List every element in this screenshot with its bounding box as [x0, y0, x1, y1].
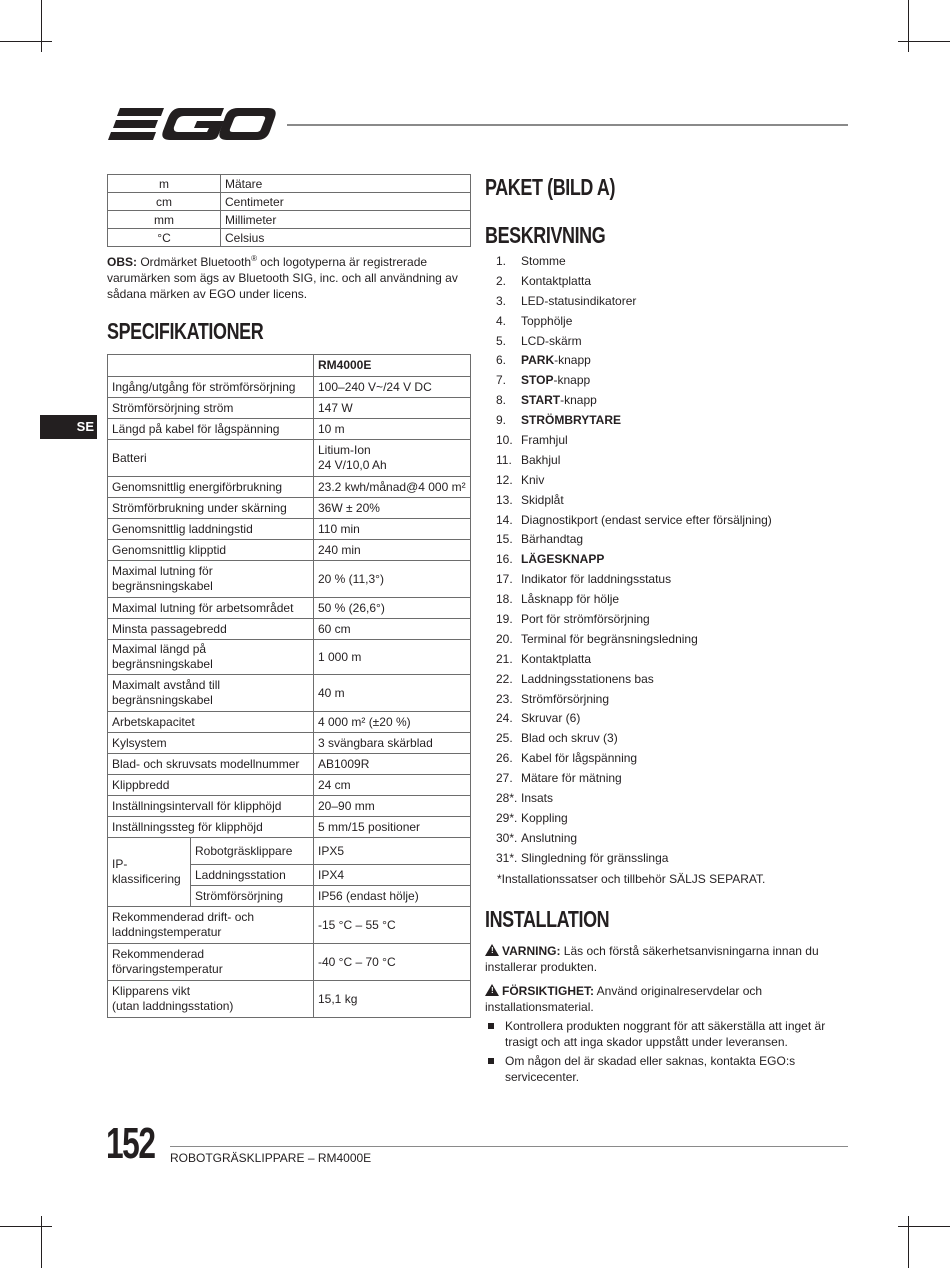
spec-label: Strömförbrukning under skärning	[108, 498, 314, 519]
list-item	[496, 769, 772, 789]
item-number: 22.	[496, 671, 513, 686]
item-number: 16.	[496, 552, 513, 567]
item-number: 8.	[496, 393, 507, 408]
spec-label: Maximal längd på begränsningskabel	[108, 640, 314, 675]
spec-value: 40 m	[314, 675, 471, 712]
installation-heading: INSTALLATION	[485, 906, 610, 932]
table-row	[108, 981, 471, 1018]
item-text: Kontaktplatta	[521, 651, 592, 666]
paket-heading: PAKET (BILD A)	[485, 174, 616, 200]
list-item	[496, 590, 772, 610]
item-text: Kabel för lågspänning	[521, 751, 638, 766]
table-row	[108, 619, 471, 640]
ip-sub-label: Strömförsörjning	[191, 886, 314, 907]
unit-abbr: °C	[108, 229, 221, 247]
unit-name: Centimeter	[221, 193, 471, 211]
table-row	[108, 175, 471, 193]
spec-label: Strömförsörjning ström	[108, 398, 314, 419]
spec-label: Batteri	[108, 440, 314, 477]
table-row	[108, 498, 471, 519]
spec-header-empty	[108, 355, 314, 377]
item-text: Topphölje	[521, 313, 573, 328]
obs-text: Ordmärket Bluetooth	[137, 255, 252, 269]
list-item	[496, 351, 772, 371]
obs-label: OBS:	[107, 255, 137, 269]
table-row	[108, 477, 471, 498]
item-bold-text: LÄGESKNAPP	[521, 552, 605, 567]
item-number: 23.	[496, 691, 513, 706]
ego-logo	[106, 104, 278, 144]
item-text: Stomme	[521, 254, 566, 268]
spec-value: 240 min	[314, 540, 471, 561]
list-item	[496, 272, 772, 292]
list-item	[496, 312, 772, 332]
item-text: Anslutning	[521, 830, 578, 845]
item-number: 20.	[496, 631, 513, 646]
item-text: Insats	[521, 791, 554, 806]
table-row	[108, 398, 471, 419]
table-row	[108, 944, 471, 981]
item-number: 7.	[496, 373, 507, 388]
spec-value: -15 °C – 55 °C	[314, 907, 471, 944]
table-row	[108, 640, 471, 675]
item-text: -knapp	[560, 393, 597, 408]
crop-mark	[0, 41, 52, 42]
item-number: 3.	[496, 293, 507, 308]
item-text: Laddningsstationens bas	[521, 671, 654, 686]
spec-value: 100–240 V~/24 V DC	[314, 377, 471, 398]
list-item	[496, 511, 772, 531]
spec-value: 4 000 m² (±20 %)	[314, 712, 471, 733]
caution-icon: !	[485, 984, 499, 996]
ip-sub-label: Robotgräsklippare	[191, 838, 314, 865]
item-text: Strömförsörjning	[521, 691, 610, 706]
unit-name: Celsius	[221, 229, 471, 247]
item-text: Diagnostikport (endast service efter försäljning)	[521, 512, 772, 527]
list-item	[496, 829, 772, 849]
parts-list	[496, 252, 772, 869]
crop-mark	[908, 1216, 909, 1268]
footer-rule	[170, 1146, 848, 1147]
obs-note	[107, 251, 473, 302]
item-number: 13.	[496, 492, 513, 507]
spec-value: IPX5	[314, 838, 471, 865]
table-row	[108, 598, 471, 619]
caution-note	[485, 983, 850, 1015]
list-item	[496, 411, 772, 431]
item-number: 10.	[496, 433, 513, 448]
spec-label: Minsta passagebredd	[108, 619, 314, 640]
item-text: Skidplåt	[521, 492, 564, 507]
spec-value: Litium-Ion 24 V/10,0 Ah	[314, 440, 471, 477]
language-tab: SE	[40, 415, 97, 439]
spec-label: Genomsnittlig energiförbrukning	[108, 477, 314, 498]
table-row	[108, 817, 471, 838]
ip-sub-label: Laddningsstation	[191, 865, 314, 886]
list-item	[496, 371, 772, 391]
spec-value: 60 cm	[314, 619, 471, 640]
item-number: 11.	[496, 452, 512, 467]
item-number: 4.	[496, 313, 507, 328]
spec-label: Maximal lutning för arbetsområdet	[108, 598, 314, 619]
crop-mark	[898, 41, 950, 42]
item-number: 9.	[496, 413, 507, 428]
item-text: Bakhjul	[521, 452, 561, 467]
table-row	[108, 796, 471, 817]
item-text: Framhjul	[521, 433, 568, 448]
table-row	[108, 712, 471, 733]
item-text: Indikator för laddningsstatus	[521, 572, 672, 587]
spec-label: Blad- och skruvsats modellnummer	[108, 754, 314, 775]
spec-value: 1 000 m	[314, 640, 471, 675]
item-text: Mätare för mätning	[521, 771, 622, 786]
spec-label: Genomsnittlig klipptid	[108, 540, 314, 561]
spec-value: 23.2 kwh/månad@4 000 m²	[314, 477, 471, 498]
model-header: RM4000E	[314, 355, 471, 377]
table-row	[108, 561, 471, 598]
table-row	[108, 419, 471, 440]
unit-abbr: cm	[108, 193, 221, 211]
unit-name: Mätare	[221, 175, 471, 193]
list-item: Kontrollera produkten noggrant för att säkerställa att inget är trasigt och att inga skador uppstått under leveransen.	[485, 1018, 850, 1050]
item-number: 15.	[496, 532, 513, 547]
list-item	[496, 809, 772, 829]
spec-label: Klippbredd	[108, 775, 314, 796]
list-item	[496, 252, 772, 272]
spec-value: 110 min	[314, 519, 471, 540]
item-text: Kontaktplatta	[521, 273, 592, 288]
item-text: Kniv	[521, 472, 545, 487]
table-row	[108, 355, 471, 377]
item-text: Terminal för begränsningsledning	[521, 631, 698, 646]
item-number: 6.	[496, 353, 507, 368]
list-item	[496, 570, 772, 590]
list-item	[496, 530, 772, 550]
spec-value: 15,1 kg	[314, 981, 471, 1018]
table-row	[108, 229, 471, 247]
table-row	[108, 754, 471, 775]
item-number: 2.	[496, 273, 507, 288]
caution-label: FÖRSIKTIGHET:	[502, 984, 594, 998]
beskrivning-heading: BESKRIVNING	[485, 222, 606, 248]
item-number: 27.	[496, 771, 513, 786]
list-item	[496, 332, 772, 352]
item-number: 28*.	[496, 791, 518, 806]
spec-label: Rekommenderad förvaringstemperatur	[108, 944, 314, 981]
item-number: 14.	[496, 512, 513, 527]
table-row	[108, 775, 471, 796]
table-row	[108, 733, 471, 754]
item-number: 18.	[496, 592, 513, 607]
spec-label: Klipparens vikt (utan laddningsstation)	[108, 981, 314, 1018]
spec-label: Kylsystem	[108, 733, 314, 754]
item-number: 25.	[496, 731, 513, 746]
table-row	[108, 193, 471, 211]
table-row	[108, 519, 471, 540]
item-number: 31*.	[496, 850, 518, 865]
spec-label: Längd på kabel för lågspänning	[108, 419, 314, 440]
item-bold-text: STRÖMBRYTARE	[521, 413, 621, 428]
crop-mark	[908, 0, 909, 52]
list-item	[496, 491, 772, 511]
item-text: -knapp	[553, 373, 591, 388]
item-text: Låsknapp för hölje	[521, 592, 620, 607]
item-bold-text: START	[521, 393, 561, 408]
spec-value: 10 m	[314, 419, 471, 440]
item-number: 30*.	[496, 830, 518, 845]
item-number: 21.	[496, 651, 513, 666]
table-row	[108, 540, 471, 561]
spec-value: 5 mm/15 positioner	[314, 817, 471, 838]
item-number: 19.	[496, 612, 513, 627]
item-text: Slingledning för gränsslinga	[521, 850, 669, 865]
table-row	[108, 675, 471, 712]
list-item	[496, 630, 772, 650]
warning-text: Läs och förstå säkerhetsanvisningarna innan du installerar produkten.	[485, 944, 819, 974]
list-item	[496, 451, 772, 471]
spec-value: 50 % (26,6°)	[314, 598, 471, 619]
spec-label: Inställningssteg för klipphöjd	[108, 817, 314, 838]
spec-value: 147 W	[314, 398, 471, 419]
header-rule	[287, 124, 848, 126]
item-number: 5.	[496, 333, 507, 348]
item-text: Koppling	[521, 810, 568, 825]
list-item	[496, 670, 772, 690]
units-table	[107, 174, 471, 247]
list-item	[496, 729, 772, 749]
list-item	[496, 650, 772, 670]
list-item	[496, 749, 772, 769]
unit-abbr: mm	[108, 211, 221, 229]
spec-label: Ingång/utgång för strömförsörjning	[108, 377, 314, 398]
warning-icon: !	[485, 944, 499, 956]
table-row	[108, 838, 471, 865]
list-item	[496, 471, 772, 491]
list-item	[496, 610, 772, 630]
page-number: 152	[106, 1119, 155, 1168]
spec-value: IPX4	[314, 865, 471, 886]
spec-value: 3 svängbara skärblad	[314, 733, 471, 754]
list-item	[496, 789, 772, 809]
crop-mark	[41, 0, 42, 52]
spec-table	[107, 354, 471, 1018]
warning-label: VARNING:	[502, 944, 561, 958]
spec-value: AB1009R	[314, 754, 471, 775]
list-item: Om någon del är skadad eller saknas, kontakta EGO:s servicecenter.	[485, 1053, 850, 1085]
item-bold-text: STOP	[521, 373, 554, 388]
item-text: Bärhandtag	[521, 532, 584, 547]
item-number: 26.	[496, 751, 513, 766]
spec-value: 24 cm	[314, 775, 471, 796]
spec-label: Inställningsintervall för klipphöjd	[108, 796, 314, 817]
list-item	[496, 550, 772, 570]
item-text: LED-statusindikatorer	[521, 293, 637, 308]
spec-value: 20–90 mm	[314, 796, 471, 817]
list-item	[496, 709, 772, 729]
spec-value: IP56 (endast hölje)	[314, 886, 471, 907]
item-text: Port för strömförsörjning	[521, 612, 650, 627]
spec-value: 20 % (11,3°)	[314, 561, 471, 598]
table-row	[108, 907, 471, 944]
list-item	[496, 849, 772, 869]
registered-mark: ®	[251, 254, 257, 263]
unit-name: Millimeter	[221, 211, 471, 229]
spec-label: Maximal lutning för begränsningskabel	[108, 561, 314, 598]
list-item	[496, 391, 772, 411]
caution-text: Använd originalreservdelar och installationsmaterial.	[485, 984, 763, 1014]
crop-mark	[41, 1216, 42, 1268]
item-text: LCD-skärm	[521, 333, 582, 348]
crop-mark	[898, 1226, 950, 1227]
list-item	[496, 431, 772, 451]
item-number: 12.	[496, 472, 513, 487]
spec-label: Arbetskapacitet	[108, 712, 314, 733]
separately-sold-note: *Installationssatser och tillbehör SÄLJS SEPARAT.	[497, 872, 766, 886]
item-number: 24.	[496, 711, 513, 726]
list-item	[496, 292, 772, 312]
ip-label: IP- klassificering	[108, 838, 191, 907]
warning-note	[485, 943, 850, 975]
spec-value: -40 °C – 70 °C	[314, 944, 471, 981]
list-item	[496, 690, 772, 710]
spec-value: 36W ± 20%	[314, 498, 471, 519]
installation-bullets	[485, 1018, 850, 1088]
item-number: 29*.	[496, 810, 518, 825]
table-row	[108, 211, 471, 229]
spec-label: Maximalt avstånd till begränsningskabel	[108, 675, 314, 712]
item-text: Blad och skruv (3)	[521, 731, 618, 746]
item-number: 1.	[496, 254, 507, 268]
crop-mark	[0, 1226, 52, 1227]
item-bold-text: PARK	[521, 353, 555, 368]
obs-text: och logotyperna är registrerade varumärken som ägs av Bluetooth SIG, inc. och all användning av sådana märken av EGO under licens.	[107, 255, 458, 301]
item-text: -knapp	[554, 353, 591, 368]
spec-label: Genomsnittlig laddningstid	[108, 519, 314, 540]
item-text: Skruvar (6)	[521, 711, 581, 726]
footer-title: ROBOTGRÄSKLIPPARE – RM4000E	[170, 1151, 372, 1165]
unit-abbr: m	[108, 175, 221, 193]
item-number: 17.	[496, 572, 513, 587]
spec-heading: SPECIFIKATIONER	[107, 318, 264, 344]
spec-label: Rekommenderad drift- och laddningstemperatur	[108, 907, 314, 944]
table-row	[108, 377, 471, 398]
table-row	[108, 440, 471, 477]
